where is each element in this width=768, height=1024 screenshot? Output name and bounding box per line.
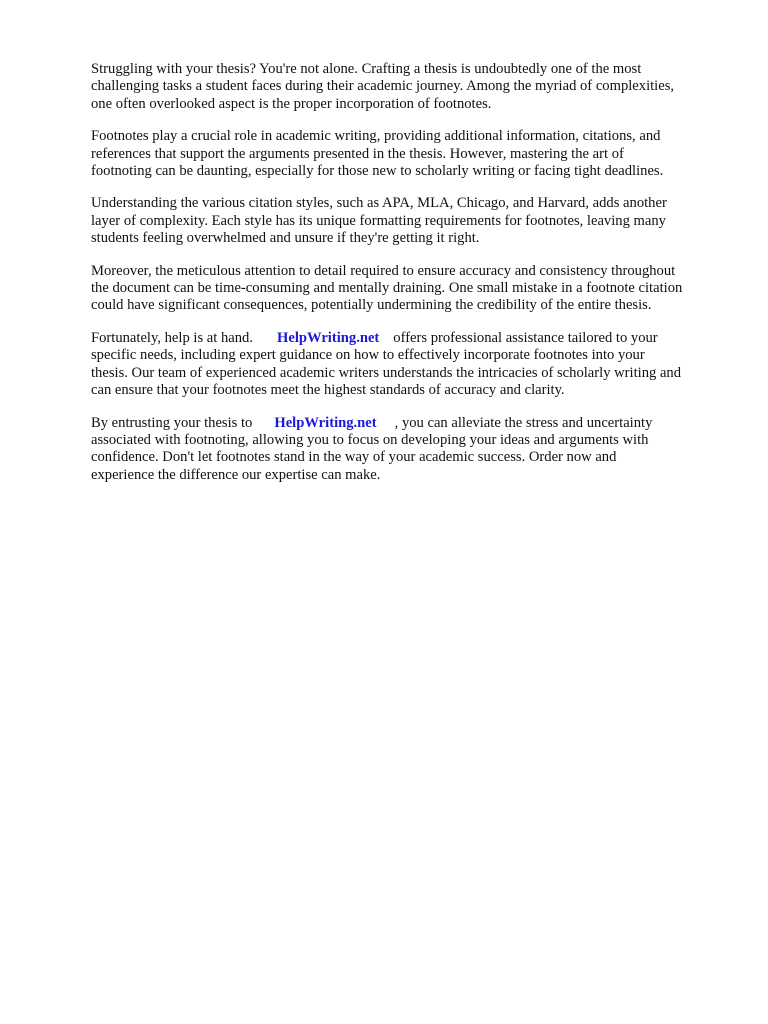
closing-lead-text: By entrusting your thesis to <box>91 414 253 431</box>
paragraph-closing <box>91 415 727 485</box>
paragraph-citation-styles: Understanding the various citation styles, such as APA, MLA, Chicago, and Harvard, adds another layer of complexity. Each style has its unique formatting requirements for footnotes, leaving many students feeling overwhelmed and unsure if they're getting it right. <box>91 195 667 247</box>
closing-rest-text: , you can alleviate the stress and uncertainty associated with footnoting, allowing you to focus on developing your ideas and arguments with confidence. Don't let footnotes stand in the way of your academic success. Order now and experience the difference our expertise can make. <box>91 414 653 483</box>
help-offer-rest-text: offers professional assistance tailored to your specific needs, including expert guidance on how to effectively incorporate footnotes into your thesis. Our team of experienced academic writers understands the intricacies of scholarly writing and can ensure that your footnotes meet the highest standards of accuracy and clarity. <box>91 329 682 399</box>
document-body <box>91 61 727 499</box>
paragraph-attention-detail: Moreover, the meticulous attention to detail required to ensure accuracy and consistency throughout the document can be time-consuming and mentally draining. One small mistake in a footnote citation could have significant consequences, potentially undermining the credibility of the entire thesis. <box>91 262 683 314</box>
paragraph-help-offer <box>91 330 727 400</box>
help-offer-lead-text: Fortunately, help is at hand. <box>91 329 253 346</box>
paragraph-intro: Struggling with your thesis? You're not alone. Crafting a thesis is undoubtedly one of the most challenging tasks a student faces during their academic journey. Among the myriad of complexities, one often overlooked aspect is the proper incorporation of footnotes. <box>91 61 675 112</box>
paragraph-footnotes-role: Footnotes play a crucial role in academic writing, providing additional information, citations, and references that support the arguments presented in the thesis. However, mastering the art of footnoting can be daunting, especially for those new to scholarly writing or facing tight deadlines. <box>91 128 664 180</box>
helpwriting-link-closing[interactable]: HelpWriting.net <box>274 414 377 431</box>
helpwriting-link[interactable]: HelpWriting.net <box>277 329 380 346</box>
